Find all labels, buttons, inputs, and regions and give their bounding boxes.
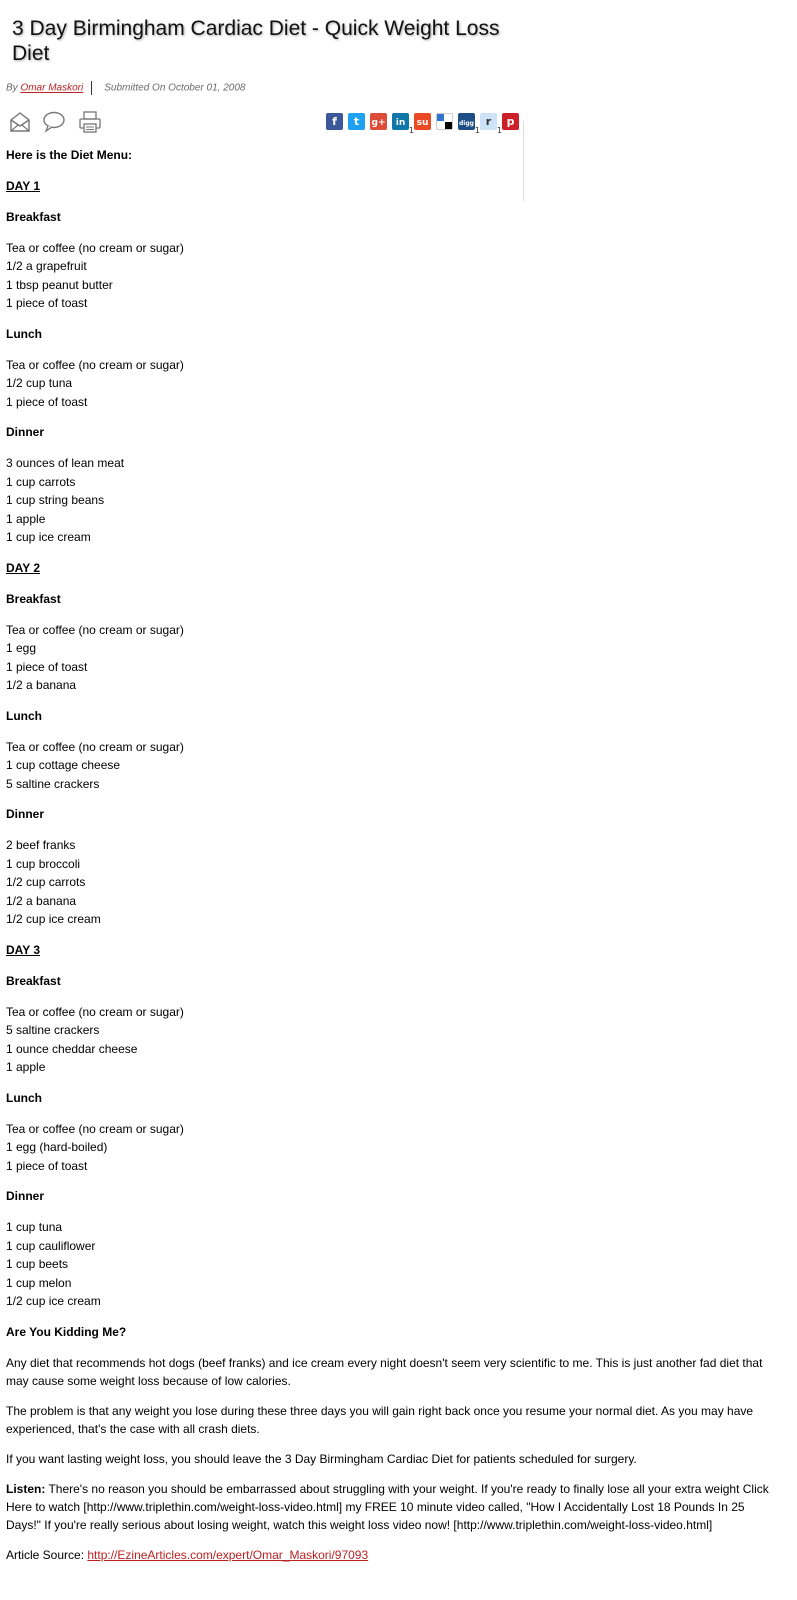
meal-item: 1 cup tuna [6, 1220, 63, 1235]
author-link[interactable]: Omar Maskori [20, 82, 84, 94]
meal-items [6, 1003, 781, 1077]
share-count: 1 [496, 126, 502, 135]
meal-item: 5 saltine crackers [6, 1023, 100, 1038]
byline-divider [91, 81, 92, 95]
meal-heading: Breakfast [6, 591, 61, 606]
meal-items [6, 738, 781, 793]
meal-heading: Dinner [6, 425, 45, 440]
meal-item: 1/2 cup carrots [6, 875, 86, 890]
pinterest-icon[interactable] [502, 113, 519, 130]
meal-items [6, 621, 781, 695]
meal-item: Tea or coffee (no cream or sugar) [6, 1121, 184, 1136]
meal-items [6, 454, 781, 546]
meal-item: 1 piece of toast [6, 394, 88, 409]
facebook-glyph: f [332, 115, 337, 128]
meal-item: 1 piece of toast [6, 1158, 88, 1173]
meal-item: 2 beef franks [6, 838, 76, 853]
body-paragraph: The problem is that any weight you lose during these three days you will gain right back once you resume your normal diet. As you may have experienced, that's the case with all crash diets. [6, 1403, 754, 1436]
meal-item: 1 egg [6, 641, 37, 656]
meal-item: Tea or coffee (no cream or sugar) [6, 622, 184, 637]
meal-item: 1 piece of toast [6, 295, 88, 310]
meal-heading: Breakfast [6, 209, 61, 224]
meal-item: 1 tbsp peanut butter [6, 277, 113, 292]
intro-heading: Here is the Diet Menu: [6, 148, 133, 162]
meal-heading: Lunch [6, 1090, 42, 1105]
linkedin-glyph: in [395, 118, 406, 128]
meal-heading: Lunch [6, 326, 42, 341]
kidding-heading: Are You Kidding Me? [6, 1324, 127, 1339]
stumbleupon-icon[interactable] [414, 113, 431, 130]
meal-item: Tea or coffee (no cream or sugar) [6, 240, 184, 255]
meal-item: 1/2 cup ice cream [6, 1294, 101, 1308]
reddit-icon[interactable] [480, 113, 502, 135]
day-label: DAY 1 [6, 178, 41, 193]
twitter-glyph: t [353, 115, 360, 128]
google-plus-glyph: g+ [371, 118, 386, 128]
share-count: 1 [408, 126, 414, 135]
meal-items [6, 836, 781, 928]
digg-glyph: digg [459, 120, 474, 127]
print-icon[interactable] [78, 110, 102, 134]
article-source [6, 1546, 781, 1564]
meal-heading: Dinner [6, 807, 45, 822]
meal-item: 1 piece of toast [6, 659, 88, 674]
meal-item: 1 cup string beans [6, 493, 105, 508]
meal-item: 5 saltine crackers [6, 776, 100, 791]
meal-items [6, 1218, 781, 1310]
paragraphs [6, 1354, 781, 1468]
linkedin-icon[interactable] [392, 113, 414, 135]
stumbleupon-glyph: su [416, 118, 429, 128]
article-body [6, 146, 781, 1576]
twitter-icon[interactable] [348, 113, 365, 130]
meal-items [6, 239, 781, 313]
byline [6, 81, 245, 95]
meal-item: Tea or coffee (no cream or sugar) [6, 1004, 184, 1019]
source-label: Article Source: [6, 1547, 88, 1562]
day-label: DAY 3 [6, 942, 41, 957]
meal-items [6, 1120, 781, 1175]
meal-item: 1 cup cauliflower [6, 1238, 96, 1253]
meal-item: Tea or coffee (no cream or sugar) [6, 739, 184, 754]
meal-item: 1/2 a grapefruit [6, 259, 87, 274]
meal-item: 1 apple [6, 1059, 46, 1074]
submitted-date: Submitted On October 01, 2008 [104, 82, 246, 94]
body-paragraph: If you want lasting weight loss, you should leave the 3 Day Birmingham Cardiac Diet for patients scheduled for surgery. [6, 1451, 637, 1466]
meal-item: 1 cup ice cream [6, 530, 91, 544]
facebook-icon[interactable] [326, 113, 343, 130]
meal-heading: Lunch [6, 708, 42, 723]
meal-item: 1 cup carrots [6, 474, 76, 489]
delicious-icon[interactable] [436, 113, 453, 130]
meal-item: 1/2 cup tuna [6, 376, 73, 391]
meal-heading: Dinner [6, 1189, 45, 1204]
pinterest-glyph: p [506, 115, 515, 128]
meal-item: 1 cup broccoli [6, 856, 81, 871]
meal-item: 1 cup beets [6, 1257, 69, 1272]
article-title: 3 Day Birmingham Cardiac Diet - Quick Weight Loss Diet [12, 17, 500, 65]
meal-item: 1 ounce cheddar cheese [6, 1041, 138, 1056]
reddit-glyph: r [485, 115, 492, 128]
meal-item: 1 cup cottage cheese [6, 758, 121, 773]
meal-item: 1 cup melon [6, 1275, 72, 1290]
meal-item: 1 egg (hard-boiled) [6, 1140, 108, 1155]
listen-label: Listen: [6, 1481, 46, 1496]
listen-text: There's no reason you should be embarrassed about struggling with your weight. If you're ready to finally lose all your extra weight Click Here to watch [http://www.triplethin.com/weight-loss-video.html] my FREE 10 minute video called, "How I Accidentally Lost 18 Pounds In 25 Days!" If you're really serious about losing weight, watch this weight loss video now! [http://www.triplethin.com/weight-loss-video.html] [6, 1481, 769, 1532]
byline-by: By [6, 82, 21, 94]
digg-icon[interactable] [458, 113, 480, 135]
meal-item: Tea or coffee (no cream or sugar) [6, 357, 184, 372]
listen-paragraph [6, 1480, 781, 1534]
meal-item: 1/2 a banana [6, 677, 77, 692]
source-link[interactable]: http://EzineArticles.com/expert/Omar_Maskori/97093 [87, 1547, 369, 1562]
meal-item: 1/2 cup ice cream [6, 912, 101, 926]
day-label: DAY 2 [6, 560, 41, 575]
meal-heading: Breakfast [6, 973, 61, 988]
meal-item: 1/2 a banana [6, 893, 77, 908]
google-plus-icon[interactable] [370, 113, 387, 130]
meal-item: 1 apple [6, 511, 46, 526]
diet-menu [6, 177, 781, 1311]
body-paragraph: Any diet that recommends hot dogs (beef franks) and ice cream every night doesn't seem very scientific to me. This is just another fad diet that may cause some weight loss because of low calories. [6, 1355, 763, 1388]
meal-items [6, 356, 781, 411]
meal-item: 3 ounces of lean meat [6, 456, 125, 471]
share-count: 1 [474, 126, 480, 135]
email-icon[interactable] [8, 110, 32, 134]
comment-icon[interactable] [42, 110, 66, 134]
